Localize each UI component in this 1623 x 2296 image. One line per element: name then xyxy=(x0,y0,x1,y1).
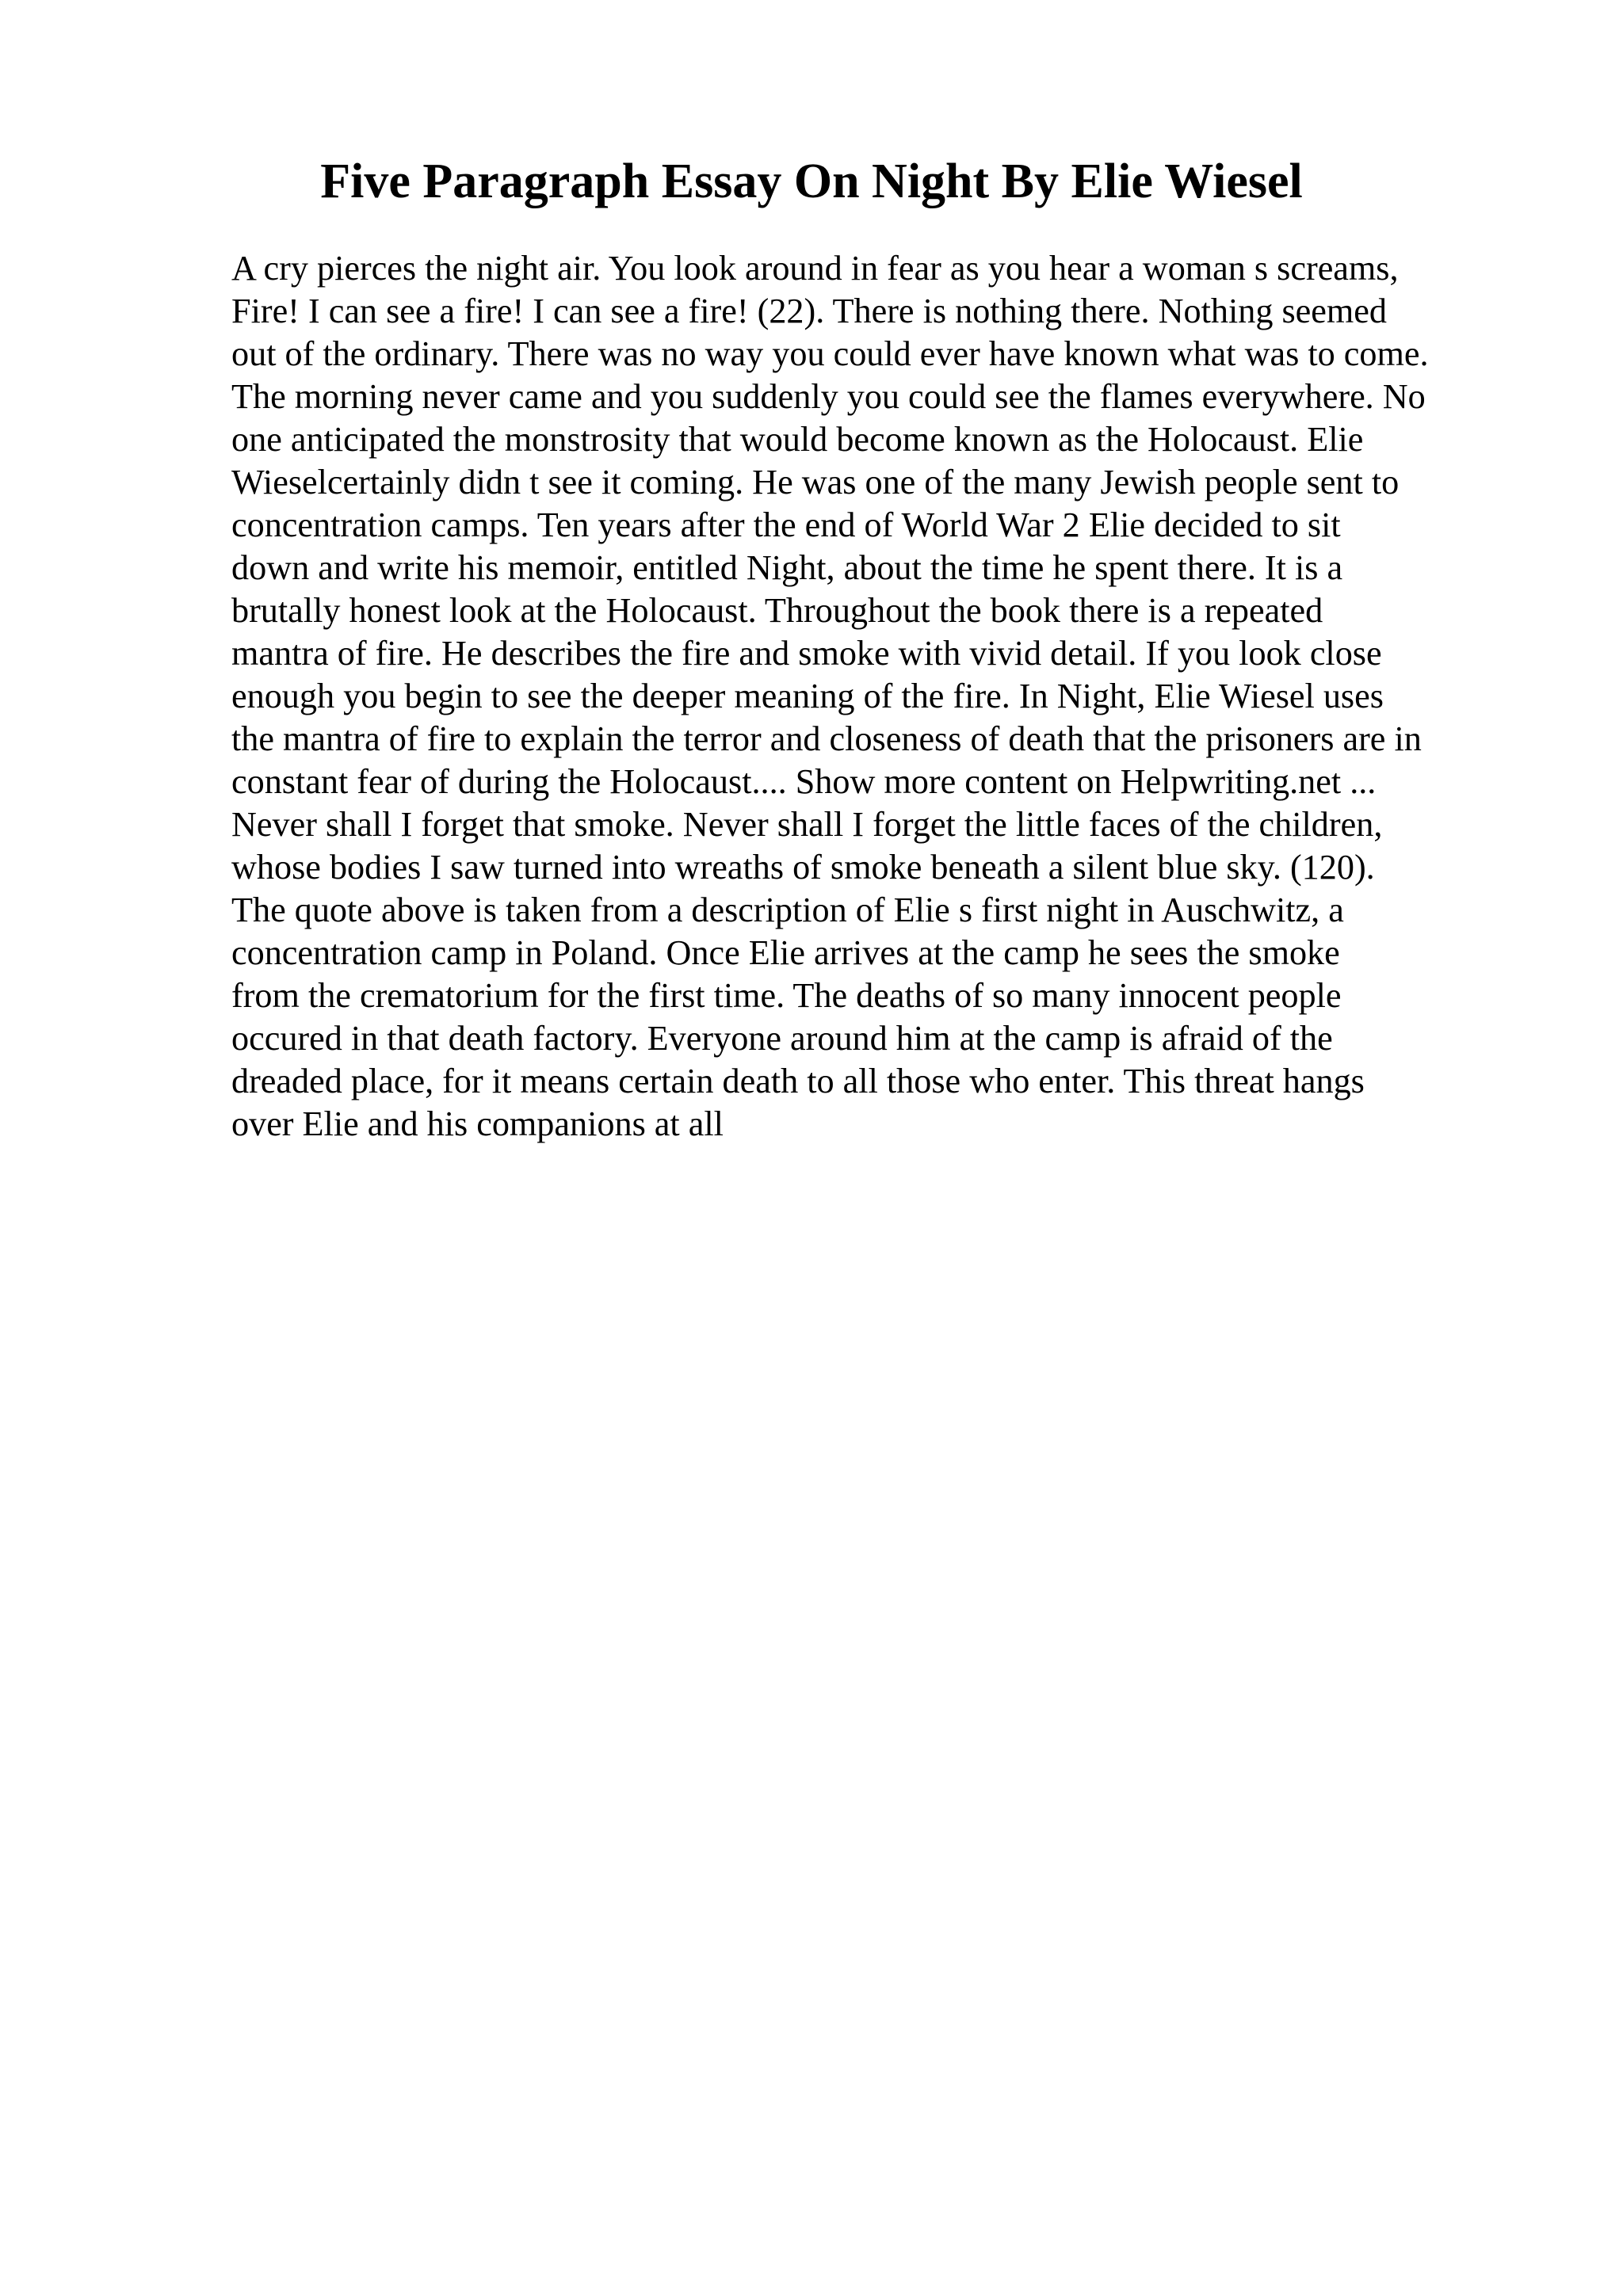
essay-line: enough you begin to see the deeper meaning of the fire. In Night, Elie Wiesel uses xyxy=(231,677,1384,715)
essay-line: A cry pierces the night air. You look around in fear as you hear a woman s screams, xyxy=(231,249,1399,288)
document-title: Five Paragraph Essay On Night By Elie Wiesel xyxy=(320,154,1303,208)
essay-line: down and write his memoir, entitled Night, about the time he spent there. It is a xyxy=(231,548,1343,587)
essay-line: brutally honest look at the Holocaust. Throughout the book there is a repeated xyxy=(231,591,1323,630)
essay-line: from the crematorium for the first time. The deaths of so many innocent people xyxy=(231,976,1342,1015)
essay-line: out of the ordinary. There was no way you could ever have known what was to come. xyxy=(231,334,1429,373)
essay-line: concentration camps. Ten years after the end of World War 2 Elie decided to sit xyxy=(231,505,1341,544)
essay-line: whose bodies I saw turned into wreaths of smoke beneath a silent blue sky. (120). xyxy=(231,848,1375,887)
essay-line: The quote above is taken from a description of Elie s first night in Auschwitz, a xyxy=(231,891,1344,929)
essay-line: constant fear of during the Holocaust.... Show more content on Helpwriting.net ... xyxy=(231,762,1377,801)
essay-line: the mantra of fire to explain the terror and closeness of death that the prisoners are in xyxy=(231,719,1422,758)
essay-line: occured in that death factory. Everyone around him at the camp is afraid of the xyxy=(231,1019,1333,1058)
essay-line: Fire! I can see a fire! I can see a fire! (22). There is nothing there. Nothing seemed xyxy=(231,292,1387,330)
essay-line: The morning never came and you suddenly you could see the flames everywhere. No xyxy=(231,377,1426,416)
essay-line: Wieselcertainly didn t see it coming. He was one of the many Jewish people sent to xyxy=(231,463,1400,502)
essay-body xyxy=(231,247,1499,1146)
essay-line: dreaded place, for it means certain death to all those who enter. This threat hangs xyxy=(231,1062,1365,1100)
essay-line: concentration camp in Poland. Once Elie arrives at the camp he sees the smoke xyxy=(231,933,1340,972)
essay-line: mantra of fire. He describes the fire and smoke with vivid detail. If you look close xyxy=(231,634,1382,673)
essay-line: one anticipated the monstrosity that would become known as the Holocaust. Elie xyxy=(231,420,1364,459)
essay-line: Never shall I forget that smoke. Never shall I forget the little faces of the children, xyxy=(231,805,1383,844)
essay-line: over Elie and his companions at all xyxy=(231,1104,724,1143)
